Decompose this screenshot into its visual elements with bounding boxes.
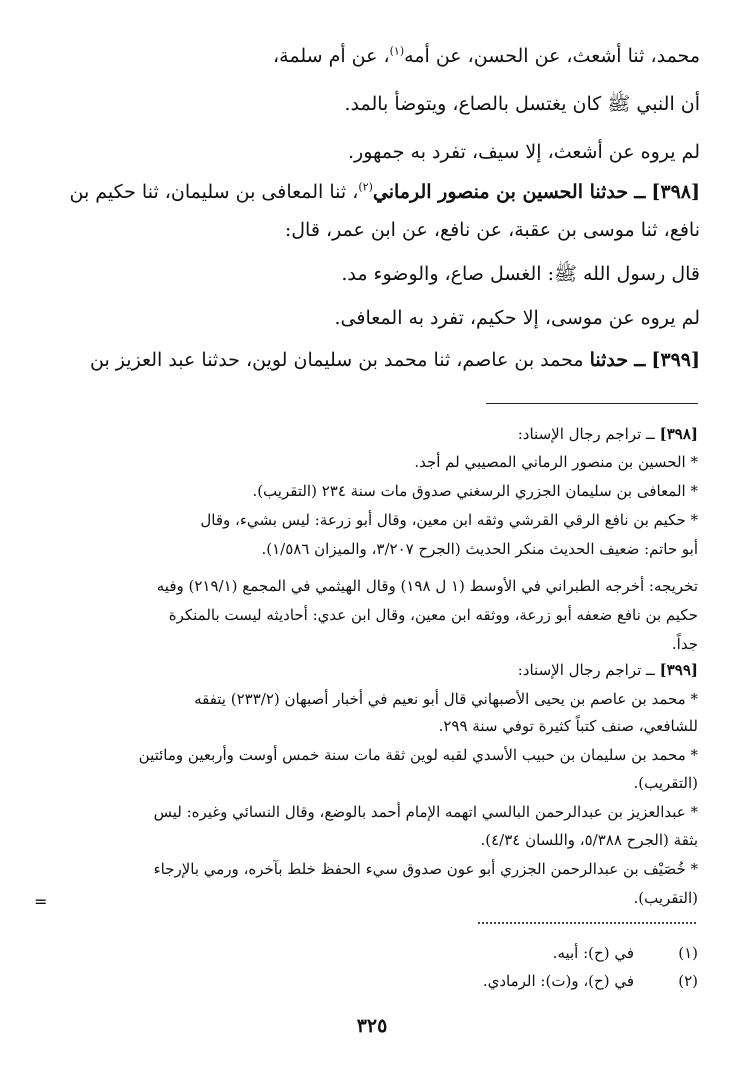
text-line-6: قال رسول الله ﷺ: الغسل صاع، والوضوء مد. <box>341 263 700 285</box>
notes-398-heading <box>518 424 698 444</box>
text-line-5: نافع، ثنا موسى بن عقبة، عن نافع، عن ابن عمر، قال: <box>284 219 700 241</box>
hadith-398-lead: حدثنا الحسين بن منصور الرماني <box>372 181 629 203</box>
dash: ــ <box>634 349 646 371</box>
hadith-399-rest: محمد بن عاصم، ثنا محمد بن سليمان لوين، حدثنا عبد العزيز بن <box>90 349 584 371</box>
note-398-item-b: * المعافى بن سليمان الجزري الرسغني صدوق مات سنة ٢٣٤ (التقريب). <box>252 482 698 500</box>
note-number-399: [٣٩٩] <box>659 661 698 679</box>
note-398-item-a: * الحسين بن منصور الرماني المصيبي لم أجد. <box>414 453 698 471</box>
note-399-item-a-1: * محمد بن عاصم بن يحيى الأصبهاني قال أبو نعيم في أخبار أصبهان (٢٣٣/٢) يتفقه <box>194 690 698 708</box>
notes-399-heading <box>518 660 698 680</box>
page-number: ٣٢٥ <box>356 1015 388 1037</box>
footnote-separator <box>478 922 696 928</box>
takhrij-398-line-1: تخريجه: أخرجه الطبراني في الأوسط (١ ل ١٩٨) وقال الهيثمي في المجمع (٢١٩/١) وفيه <box>156 577 698 595</box>
hadith-399-heading <box>90 348 700 372</box>
footnote-1-text: في (ح): أبيه. <box>552 944 634 962</box>
note-399-item-c-2: بثقة (الجرح ٥/٣٨٨، واللسان ٤/٣٤). <box>480 831 698 849</box>
note-number-398: [٣٩٨] <box>659 425 698 443</box>
hadith-number-398: [٣٩٨] <box>651 181 700 203</box>
note-399-item-d-2: (التقريب). <box>633 889 698 907</box>
hadith-398-rest: ، ثنا المعافى بن سليمان، ثنا حكيم بن <box>69 181 359 203</box>
footnote-1-number: (١) <box>678 944 698 962</box>
footnote-2-number: (٢) <box>678 972 698 990</box>
note-399-item-c-1: * عبدالعزيز بن عبدالرحمن البالسي اتهمه الإمام أحمد بالوضع، وقال النسائي وغيره: ليس <box>153 803 698 821</box>
dash: ــ <box>634 181 646 203</box>
footnote-ref-1: (١) <box>389 44 405 58</box>
text-line-7: لم يروه عن موسى، إلا حكيم، تفرد به المعافى. <box>334 307 700 329</box>
hadith-number-399: [٣٩٩] <box>651 349 700 371</box>
note-399-item-b-2: (التقريب). <box>633 774 698 792</box>
note-398-item-c-2: أبو حاتم: ضعيف الحديث منكر الحديث (الجرح ٣/٢٠٧، والميزان ١/٥٨٦). <box>261 540 698 558</box>
note-heading-text: ــ تراجم رجال الإسناد: <box>517 661 655 679</box>
note-399-item-a-2: للشافعي، صنف كتباً كثيرة توفي سنة ٢٩٩. <box>438 717 698 735</box>
note-399-item-d-1: * خُصَيْف بن عبدالرحمن الجزري أبو عون صدوق سيء الحفظ خلط بآخره، ورمي بالإرجاء <box>153 860 698 878</box>
footnote-ref-2: (٢) <box>358 180 373 194</box>
takhrij-398-line-3: جداً. <box>671 635 698 653</box>
note-399-item-b-1: * محمد بن سليمان بن حبيب الأسدي لقبه لوين ثقة مات سنة خمس أوست وأربعين ومائتين <box>138 746 698 764</box>
takhrij-398-line-2: حكيم بن نافع ضعفه أبو زرعة، ووثقه ابن معين، وقال ابن عدي: أحاديثه ليست بالمنكرة <box>168 606 698 624</box>
line-text-end: ، عن أم سلمة، <box>273 45 390 67</box>
text-line-3: لم يروه عن أشعث، إلا سيف، تفرد به جمهور. <box>347 141 700 163</box>
note-398-item-c-1: * حكيم بن نافع الرقي القرشي وثقه ابن معين، وقال أبو زرعة: ليس بشيء، وقال <box>200 511 698 529</box>
hadith-398-heading <box>46 180 700 204</box>
note-heading-text: ــ تراجم رجال الإسناد: <box>517 425 655 443</box>
footnote-2-text: في (ح)، و(ت): الرمادي. <box>482 972 634 990</box>
line-text: محمد، ثنا أشعث، عن الحسن، عن أمه <box>404 45 700 67</box>
hadith-399-lead: حدثنا <box>589 349 629 371</box>
text-line-1 <box>273 44 700 68</box>
margin-continuation-mark: = <box>34 892 48 911</box>
text-line-2: أن النبي ﷺ كان يغتسل بالصاع، ويتوضأ بالمد. <box>344 93 700 115</box>
notes-divider <box>486 403 698 404</box>
